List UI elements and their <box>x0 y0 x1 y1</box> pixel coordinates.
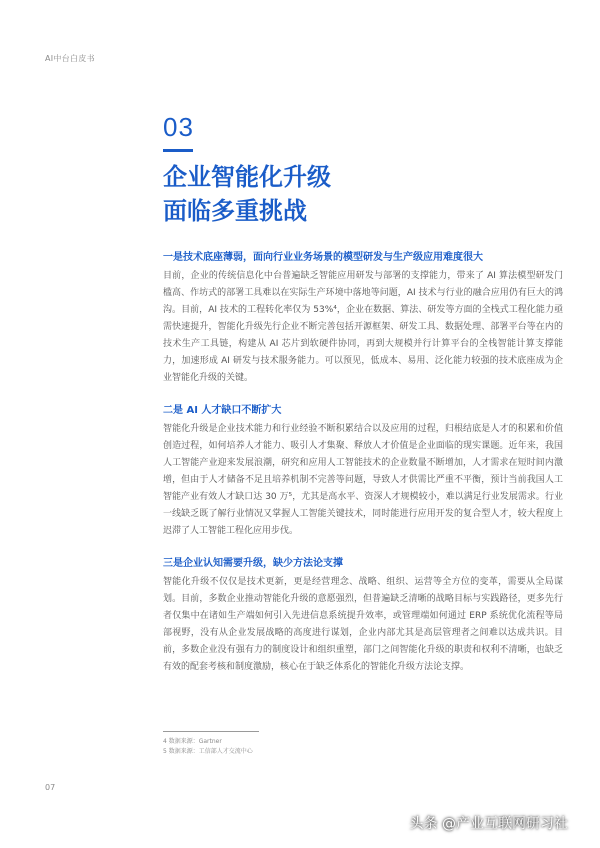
section-heading: 三是企业认知需要升级，缺少方法论支撑 <box>163 558 343 569</box>
section-technology-foundation <box>163 250 563 387</box>
chapter-content <box>163 250 563 692</box>
footnote-5: 5 数据来源：工信部人才交流中心 <box>163 748 253 755</box>
footnote-4: 4 数据来源：Gartner <box>163 738 222 745</box>
watermark: 头条 @产业互联网研习社 <box>409 816 568 832</box>
chapter-number: 03 <box>163 112 194 142</box>
chapter-title <box>163 160 331 228</box>
section-cognition-upgrade <box>163 556 563 676</box>
page-number: 07 <box>45 783 56 792</box>
running-head: AI中台白皮书 <box>45 54 95 63</box>
section-heading: 二是 AI 人才缺口不断扩大 <box>163 405 282 416</box>
chapter-title-line-1: 企业智能化升级 <box>163 163 331 191</box>
section-body: 目前，企业的传统信息化中台普遍缺乏智能应用研发与部署的支撑能力，带来了 AI 算法模型研发门槛高、作坊式的部署工具难以在实际生产环境中落地等问题，AI 技术与行业的融合应用仍有巨大的鸿沟。目前，AI 技术的工程转化率仅为 53%⁴，企业在数据、算法、研发等方面的全栈式工程化能力亟需快速提升，智能化升级先行企业不断完善包括开源框架、研发工具、数据处理、部署平台等在内的技术生产工具链，构建从 AI 芯片到软硬件协同，再到大规模并行计算平台的全栈智能计算支撑能力，加速形成 AI 研发与技术服务能力。可以预见，低成本、易用、泛化能力较强的技术底座成为企业智能化升级的关键。 <box>163 271 563 383</box>
section-talent-gap <box>163 403 563 540</box>
section-body: 智能化升级不仅仅是技术更新，更是经营理念、战略、组织、运营等全方位的变革，需要从全局谋划。目前，多数企业推动智能化升级的意愿强烈，但普遍缺乏清晰的战略目标与实践路径，更多先行者仅集中在诸如生产端如何引入先进信息系统提升效率，或管理端如何通过 ERP 系统优化流程等局部视野，没有从企业发展战略的高度进行谋划，企业内部尤其是高层管理者之间难以达成共识。目前，多数企业没有强有力的制度设计和组织重塑，部门之间智能化升级的职责和权利不清晰，也缺乏有效的配套考核和制度激励，核心在于缺乏体系化的智能化升级方法论支撑。 <box>163 577 563 672</box>
section-heading: 一是技术底座薄弱，面向行业业务场景的模型研发与生产级应用难度很大 <box>163 252 483 263</box>
footnotes <box>163 737 253 757</box>
footnote-divider <box>163 731 259 732</box>
chapter-title-line-2: 面临多重挑战 <box>163 197 307 225</box>
section-body: 智能化升级是企业技术能力和行业经验不断积累结合以及应用的过程，归根结底是人才的积累和价值创造过程，如何培养人才能力、吸引人才集聚、释放人才价值是企业面临的现实课题。近年来，我国人工智能产业迎来发展浪潮，研究和应用人工智能技术的企业数量不断增加，人才需求在短时间内激增，但由于人才储备不足且培养机制不完善等问题，导致人才供需比严重不平衡，预计当前我国人工智能产业有效人才缺口达 30 万⁵，尤其是高水平、资深人才规模较小，难以满足行业发展需求。行业一线缺乏既了解行业情况又掌握人工智能关键技术，同时能进行应用开发的复合型人才，较大程度上迟滞了人工智能工程化应用步伐。 <box>163 424 563 536</box>
chapter-divider <box>163 149 193 152</box>
